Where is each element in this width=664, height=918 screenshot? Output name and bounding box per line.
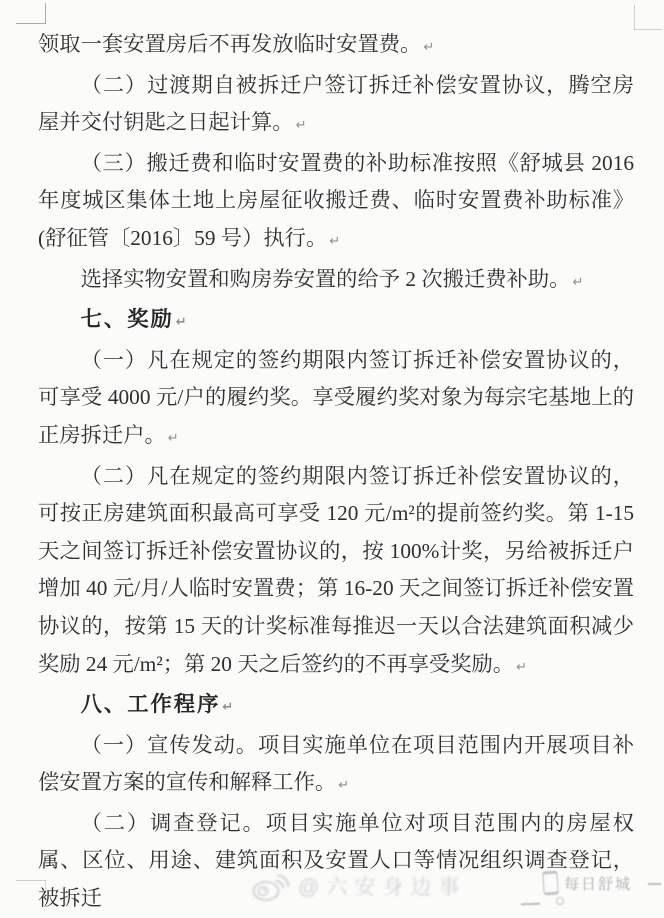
paragraph xyxy=(38,261,634,302)
stray-scan-mark xyxy=(556,897,564,905)
daily-shucheng-logo-icon xyxy=(542,871,559,896)
daily-shucheng-watermark xyxy=(543,866,632,900)
paragraph xyxy=(38,67,634,145)
paragraph xyxy=(38,145,634,261)
paragraph-text: （三）搬迁费和临时安置费的补助标准按照《舒城县 2016 年度城区集体土地上房屋征收搬迁费、临时安置费补助标准》(舒征管〔2016〕59 号）执行。 xyxy=(38,150,634,250)
paragraph-end-mark: ↵ xyxy=(295,118,307,134)
daily-shucheng-label: 每日舒城 xyxy=(564,875,633,893)
paragraph-text: 领取一套安置房后不再发放临时安置费。 xyxy=(38,32,422,56)
paragraph xyxy=(38,727,634,805)
stray-scan-mark xyxy=(648,883,661,885)
paragraph-end-mark: ↵ xyxy=(222,700,234,716)
weibo-logo-icon xyxy=(252,870,290,902)
paragraph xyxy=(38,26,634,67)
paragraph-text: 选择实物安置和购房券安置的给予 2 次搬迁费补助。 xyxy=(80,266,571,291)
section-heading xyxy=(38,686,634,727)
paragraph-text: 七、奖励 xyxy=(80,307,174,332)
margin-mark-top-right-horizontal xyxy=(634,29,662,30)
paragraph-end-mark: ↵ xyxy=(572,274,584,290)
paragraph-end-mark: ↵ xyxy=(167,430,179,446)
paragraph-text: 八、工作程序 xyxy=(80,692,221,717)
document-body xyxy=(38,26,634,918)
section-heading xyxy=(38,301,634,342)
margin-mark-top-left-horizontal xyxy=(16,23,46,24)
margin-mark-top-right-vertical xyxy=(634,5,635,30)
paragraph-text: （一）凡在规定的签约期限内签订拆迁补偿安置协议的，可享受 4000 元/户的履约奖。享受履约奖对象为每宗宅基地上的正房拆迁户。 xyxy=(38,347,634,447)
paragraph xyxy=(38,458,634,687)
paragraph-end-mark: ↵ xyxy=(329,233,341,249)
paragraph-end-mark: ↵ xyxy=(423,40,435,55)
weibo-watermark xyxy=(252,866,466,906)
paragraph-end-mark: ↵ xyxy=(175,315,187,331)
paragraph-text: （二）调查登记。项目实施单位对项目范围内的房屋权属、区位、用途、建筑面积及安置人口等情况组织调查登记，被拆迁 xyxy=(38,810,634,911)
paragraph-end-mark: ↵ xyxy=(338,778,350,794)
weibo-handle-text: @六安身边事 xyxy=(298,876,467,899)
paragraph-end-mark: ↵ xyxy=(516,659,528,675)
paragraph-text: （一）宣传发动。项目实施单位在项目范围内开展项目补偿安置方案的宣传和解释工作。 xyxy=(38,732,634,795)
margin-mark-top-left-vertical xyxy=(45,3,46,24)
paragraph-text: （二）凡在规定的签约期限内签订拆迁补偿安置协议的，可按正房建筑面积最高可享受 120 元/m²的提前签约奖。第 1-15 天之间签订拆迁补偿安置协议的，按 100%计奖，另给被拆迁户增加 40 元/月/人临时安置费；第 16-20 天之间签订拆迁补偿安置协议的，按第 15 天的计奖标准每推迟一天以合法建筑面积减少奖励 24 元/m²；第 20 天之后签约的不再享受奖励。 xyxy=(38,463,634,676)
paragraph xyxy=(38,342,634,458)
paragraph-text: （二）过渡期自被拆迁户签订拆迁补偿安置协议，腾空房屋并交付钥匙之日起计算。 xyxy=(38,72,634,135)
